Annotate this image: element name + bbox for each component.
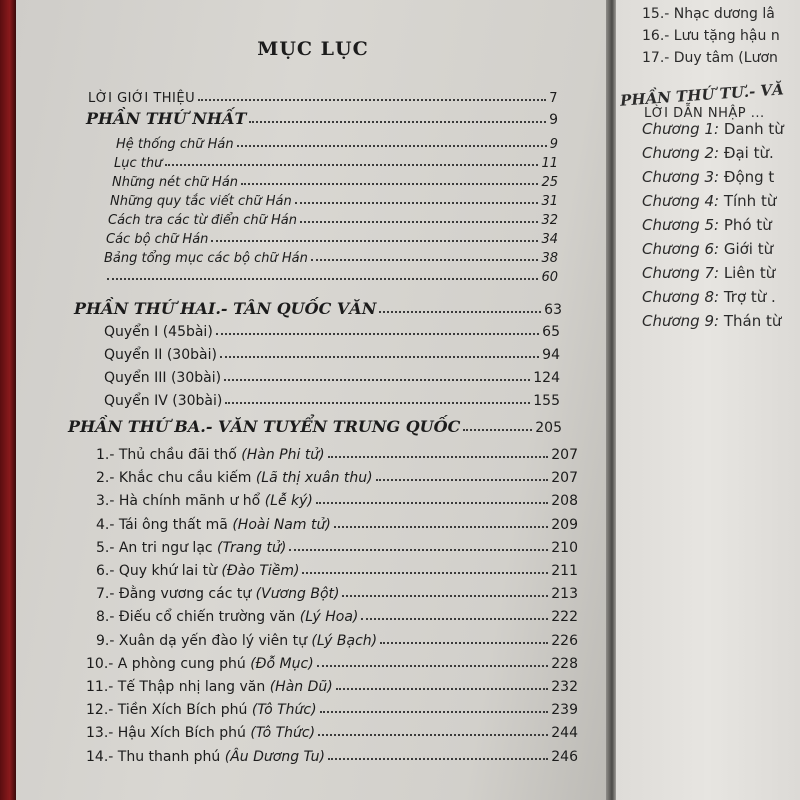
entry-page: 209: [551, 516, 578, 533]
entry-title: Điếu cổ chiến trường văn: [118, 609, 300, 626]
entry-page: 94: [542, 347, 560, 363]
leader-dots: [225, 401, 530, 404]
toc-entry-intro: [88, 84, 558, 106]
entry-author: (Trang tử): [217, 539, 287, 556]
entry-label: [96, 586, 339, 602]
toc-entry: [86, 673, 578, 695]
entry-page: 239: [551, 702, 578, 719]
entry-label: [96, 633, 377, 649]
toc-entry: 16.- Lưu tặng hậu n: [642, 28, 780, 44]
chapter-label: Chương 4:: [642, 192, 724, 210]
entry-label: [96, 563, 299, 579]
toc-entry: [86, 719, 578, 741]
part-label: PHẦN THỨ HAI.- TÂN QUỐC VĂN: [74, 299, 377, 318]
entry-page: 155: [533, 393, 560, 409]
entry-number: 3.-: [96, 493, 119, 510]
leader-dots: [165, 163, 538, 166]
entry-number: 4.-: [96, 516, 119, 533]
entry-label: Quyển II (30bài): [104, 347, 217, 363]
leader-dots: [317, 664, 549, 667]
entry-title: Khắc chu cầu kiếm: [118, 470, 256, 487]
entry-page: 246: [551, 748, 578, 765]
toc-entry: [104, 364, 560, 386]
chapter-title: Giới từ: [723, 240, 774, 258]
left-page: [16, 0, 610, 800]
chapter-title: Liên từ: [723, 264, 776, 282]
toc-entry: [96, 441, 578, 463]
chapter-label: Chương 3:: [642, 168, 724, 186]
entry-label: [86, 656, 314, 672]
chapter-label: Chương 7:: [642, 264, 724, 282]
page-title: MỤC LỤC: [257, 38, 369, 60]
leader-dots: [241, 182, 538, 185]
entry-page: 211: [551, 563, 578, 579]
leader-dots: [361, 617, 548, 620]
leader-dots: [198, 98, 546, 101]
entry-title: Thủ chầu đãi thố: [118, 447, 242, 463]
entry-label: [96, 540, 286, 556]
entry-page: 222: [551, 609, 578, 626]
chapter-label: Chương 9:: [642, 312, 724, 330]
entry-author: (Hoài Nam tử): [232, 516, 331, 533]
entry-page: 208: [551, 493, 578, 510]
chapter-title: Trợ từ .: [723, 288, 776, 306]
entry-title: Quy khứ lai từ: [118, 563, 222, 579]
entry-page: 228: [551, 655, 578, 672]
entry-page: 25: [541, 175, 558, 190]
leader-dots: [318, 733, 548, 736]
toc-entry: [96, 557, 578, 579]
entry-label: Các bộ chữ Hán: [106, 232, 209, 247]
entry-number: 1.-: [96, 447, 119, 463]
leader-dots: [237, 144, 547, 147]
leader-dots: [216, 332, 539, 335]
part-page: 63: [544, 302, 562, 318]
entry-title: Thu thanh phú: [117, 748, 225, 765]
toc-entry: [86, 650, 578, 672]
chapter-label: Chương 8:: [642, 288, 724, 306]
book-gutter: [606, 0, 616, 800]
entry-number: 5.-: [96, 539, 119, 556]
entry-author: (Lã thị xuân thu): [255, 470, 373, 487]
entry-author: (Hàn Dũ): [269, 679, 333, 695]
entry-label: [96, 493, 313, 509]
toc-entry: [96, 511, 578, 533]
toc-entry: [96, 464, 578, 486]
leader-dots: [328, 757, 548, 760]
toc-entry: [96, 580, 578, 602]
entry-page: 11: [541, 156, 558, 171]
entry-page: 9: [549, 137, 558, 152]
chapter-title: Động t: [723, 168, 775, 186]
part-label: PHẦN THỨ NHẤT: [86, 109, 247, 128]
entry-page: 31: [541, 194, 558, 209]
toc-part-3: [68, 414, 562, 436]
entry-page: 65: [542, 324, 560, 340]
entry-author: (Đỗ Mục): [250, 655, 314, 672]
entry-page: 32: [541, 213, 558, 228]
leader-dots: [311, 258, 539, 261]
toc-entry: [86, 696, 578, 718]
entry-page: 34: [541, 232, 558, 247]
entry-page: 60: [541, 270, 558, 285]
leader-dots: [380, 641, 548, 644]
entry-title: Tế Thập nhị lang văn: [117, 679, 270, 695]
leader-dots: [336, 687, 549, 690]
entry-author: (Tô Thức): [251, 702, 317, 719]
toc-entry: [96, 534, 578, 556]
entry-label: [86, 749, 325, 765]
entry-author: (Vương Bột): [255, 586, 340, 603]
leader-dots: [220, 355, 539, 358]
entry-page: 213: [551, 586, 578, 603]
entry-author: (Tô Thức): [250, 725, 316, 742]
chapter-entry: [642, 216, 772, 234]
entry-page: 207: [551, 447, 578, 463]
entry-label: [86, 679, 333, 695]
entry-label: Quyển I (45bài): [104, 324, 213, 340]
entry-number: 9.-: [96, 632, 119, 649]
leader-dots: [342, 594, 548, 597]
chapter-label: Chương 6:: [642, 240, 724, 258]
entry-label: Những quy tắc viết chữ Hán: [110, 194, 292, 209]
chapter-entry: [642, 312, 781, 330]
entry-number: 11.-: [86, 679, 118, 695]
entry-author: (Âu Dương Tu): [224, 748, 326, 765]
entry-author: (Lý Bạch): [311, 632, 378, 649]
leader-dots: [302, 571, 548, 574]
leader-dots: [320, 710, 549, 713]
entry-page: 7: [549, 91, 558, 106]
entry-number: 7.-: [96, 586, 119, 603]
leader-dots: [289, 548, 548, 551]
entry-label: Bảng tổng mục các bộ chữ Hán: [104, 251, 308, 266]
toc-entry: [104, 263, 558, 285]
entry-label: [96, 609, 358, 625]
leader-dots: [376, 478, 549, 481]
toc-entry: [104, 387, 560, 409]
toc-part-4: PHẦN THỨ TƯ.- VĂ: [619, 80, 785, 110]
part-page: 9: [549, 112, 558, 128]
entry-number: 6.-: [96, 563, 119, 579]
entry-page: 210: [551, 539, 578, 556]
entry-title: An tri ngư lạc: [118, 539, 218, 556]
entry-number: 10.-: [86, 655, 118, 672]
toc-entry: 15.- Nhạc dương lâ: [642, 6, 775, 22]
chapter-label: Chương 2:: [642, 144, 724, 162]
toc-entry: [96, 627, 578, 649]
chapter-title: Đại từ.: [723, 144, 774, 162]
part-page: 205: [535, 420, 562, 436]
entry-label: LỜI GIỚI THIỆU: [88, 91, 196, 106]
entry-author: (Lễ ký): [264, 493, 313, 510]
toc-part-1: [86, 106, 558, 128]
chapter-entry: [642, 144, 774, 162]
entry-title: Hà chính mãnh ư hổ: [118, 493, 265, 510]
leader-dots: [295, 201, 539, 204]
entry-title: Hậu Xích Bích phú: [117, 725, 251, 742]
chapter-entry: [642, 288, 776, 306]
leader-dots: [107, 277, 538, 280]
entry-number: 14.-: [86, 748, 118, 765]
leader-dots: [334, 525, 548, 528]
entry-label: Những nét chữ Hán: [112, 175, 239, 190]
entry-label: [96, 447, 325, 463]
entry-number: 12.-: [86, 702, 118, 719]
leader-dots: [224, 378, 530, 381]
entry-label: [96, 470, 373, 486]
entry-page: 124: [533, 370, 560, 386]
toc-entry: [96, 487, 578, 509]
entry-label: [86, 725, 315, 741]
chapter-label: Chương 5:: [642, 216, 724, 234]
leader-dots: [328, 455, 549, 458]
chapter-entry: [642, 168, 774, 186]
chapter-entry: [642, 240, 773, 258]
entry-title: A phòng cung phú: [117, 655, 251, 672]
entry-author: (Hàn Phi tử): [241, 447, 325, 463]
entry-page: 207: [551, 470, 578, 487]
leader-dots: [249, 120, 546, 123]
right-page: [616, 0, 800, 800]
chapter-title: Tính từ: [723, 192, 777, 210]
chapter-title: Danh từ: [723, 120, 784, 138]
entry-title: Đằng vương các tự: [118, 586, 256, 603]
entry-number: 8.-: [96, 609, 119, 626]
toc-entry: [104, 318, 560, 340]
entry-page: 38: [541, 251, 558, 266]
toc-entry: [96, 603, 578, 625]
chapter-title: Phó từ: [723, 216, 772, 234]
toc-entry: [104, 341, 560, 363]
leader-dots: [211, 239, 538, 242]
entry-title: Xuân dạ yến đào lý viên tự: [118, 632, 312, 649]
toc-entry: 17.- Duy tâm (Lươn: [642, 50, 778, 66]
leader-dots: [463, 428, 532, 431]
entry-label: Hệ thống chữ Hán: [116, 137, 234, 152]
chapter-entry: [642, 120, 784, 138]
book-cover-edge: [0, 0, 16, 800]
chapter-label: Chương 1:: [642, 120, 724, 138]
entry-label: Quyển III (30bài): [104, 370, 222, 386]
leader-dots: [379, 310, 541, 313]
entry-page: 232: [551, 679, 578, 695]
entry-page: 226: [551, 632, 578, 649]
entry-page: 244: [551, 725, 578, 742]
entry-title: Tái ông thất mã: [118, 516, 233, 533]
leader-dots: [300, 220, 539, 223]
entry-label: Quyển IV (30bài): [104, 393, 223, 409]
toc-entry: [86, 743, 578, 765]
part-label: PHẦN THỨ BA.- VĂN TUYỂN TRUNG QUỐC: [68, 417, 461, 436]
chapter-entry: [642, 264, 775, 282]
entry-label: Cách tra các từ điển chữ Hán: [108, 213, 297, 228]
toc-entry-intro-right: LỜI DẪN NHẬP ...: [644, 106, 765, 121]
chapter-entry: [642, 192, 776, 210]
entry-label: [86, 702, 317, 718]
chapter-title: Thán từ: [723, 312, 782, 330]
entry-number: 2.-: [96, 470, 119, 487]
entry-author: (Đào Tiềm): [221, 563, 300, 579]
entry-author: (Lý Hoa): [299, 609, 359, 626]
entry-title: Tiền Xích Bích phú: [117, 702, 252, 719]
entry-label: Lục thư: [114, 156, 163, 171]
leader-dots: [316, 501, 548, 504]
entry-number: 13.-: [86, 725, 118, 742]
entry-label: [96, 517, 331, 533]
toc-part-2: [74, 296, 562, 318]
